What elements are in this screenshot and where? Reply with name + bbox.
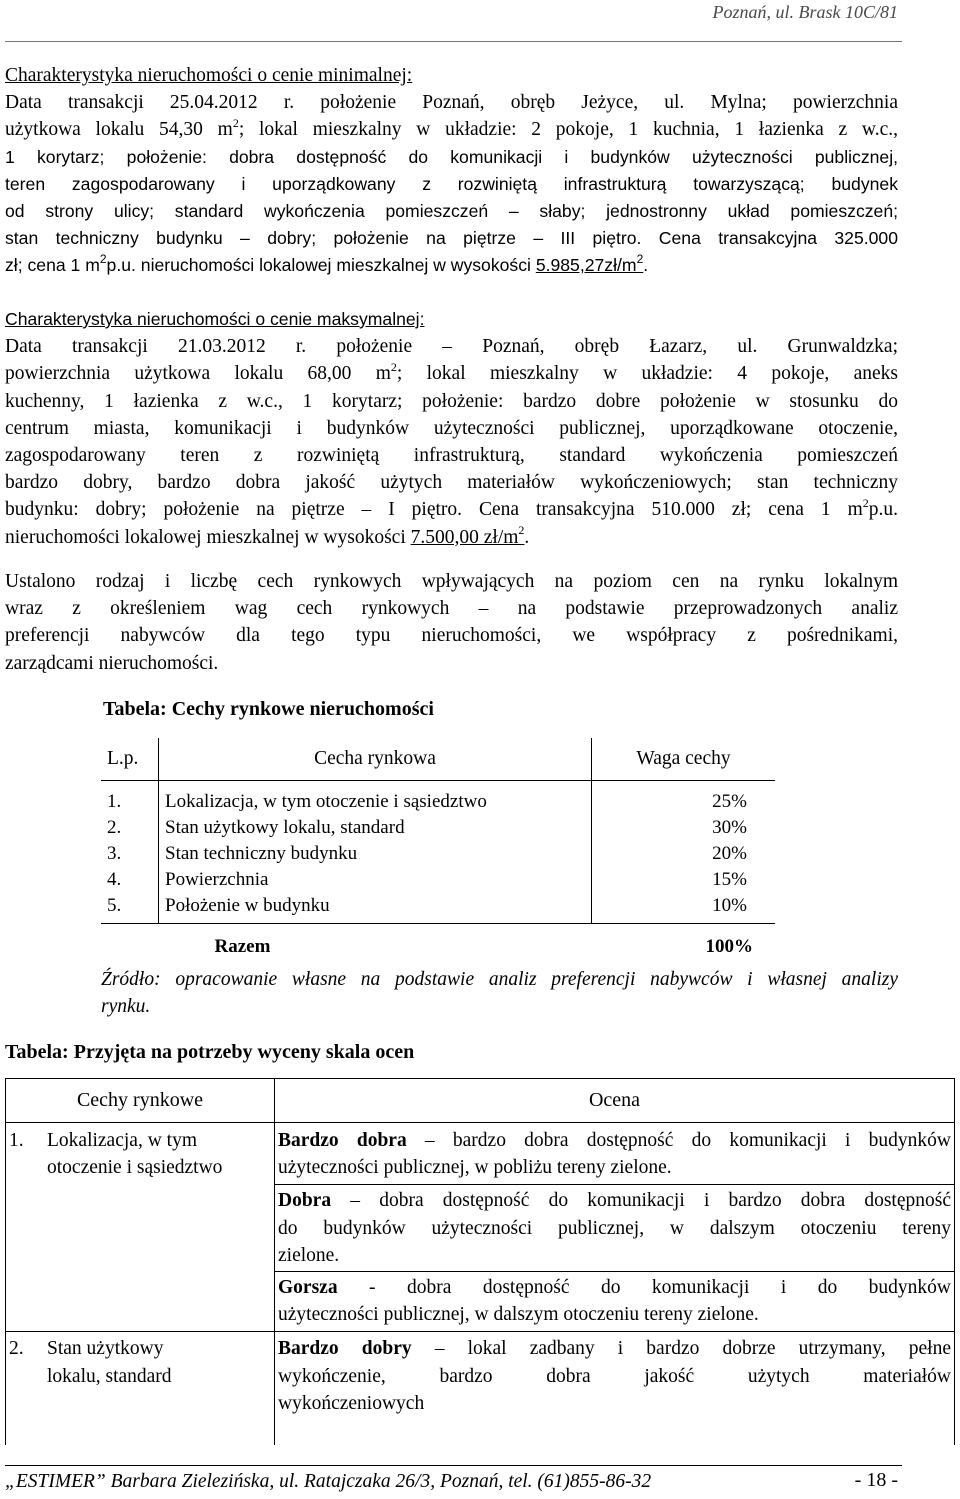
table1-title: Tabela: Cechy rynkowe nieruchomości [103, 698, 434, 720]
table-row: 2. Stan użytkowy lokalu, standard 30% [101, 815, 775, 841]
footer-company: „ESTIMER” Barbara Zielezińska, ul. Ratajczaka 26/3, Poznań, tel. (61)855-86-32 [5, 1471, 652, 1492]
table1-header-weight: Waga cechy [592, 738, 776, 781]
rating-scale-table [5, 1078, 955, 1445]
market-features-table [101, 738, 775, 970]
max-price-section [5, 306, 898, 551]
intro-line-4: zarządcami nieruchomości. [5, 652, 219, 674]
max-heading: Charakterystyka nieruchomości o cenie maksymalnej: [5, 309, 425, 329]
table1-header-row [101, 738, 775, 781]
table1-header-lp: L.p. [101, 738, 159, 781]
table2-header-rating: Ocena [275, 1079, 955, 1123]
page-number: - 18 - [854, 1469, 898, 1491]
footer-rule [5, 1465, 902, 1466]
min-price-section [5, 62, 898, 280]
max-line-1: Data transakcji 21.03.2012 r. położenie – Poznań, obręb Łazarz, ul. Grunwaldzka; [5, 336, 898, 358]
feature-location: 1. Lokalizacja, w tym otoczenie i sąsiedztwo [6, 1123, 275, 1332]
max-line-3: kuchenny, 1 łazienka z w.c., 1 korytarz; położenie: bardzo dobre położenie w stosunku do [5, 390, 898, 412]
table1-source: Źródło: opracowanie własne na podstawie analiz preferencji nabywców i własnej analizy rynku. [101, 969, 898, 1017]
table-row [6, 1332, 955, 1446]
min-line-2: użytkowa lokalu 54,30 $m^2$; lokal mieszkalny w układzie: 2 pokoje, 1 kuchnia, 1 łazienka z w.c., [5, 115, 899, 141]
rating-good-location: Dobra – dobra dostępność do komunikacji i bardzo dobra dostępność do budynków użyteczności publicznej, w dalszym otoczeniu tereny zielone. [275, 1185, 955, 1272]
rating-very-good-condition: Bardzo dobry – lokal zadbany i bardzo dobrze utrzymany, pełne wykończenie, bardzo dobra jakość użytych materiałów wykończeniowych [275, 1332, 955, 1446]
intro-line-1: Ustalono rodzaj i liczbę cech rynkowych wpływających na poziom cen na rynku lokalnym [5, 571, 898, 592]
min-line-7: zł; cena 1 $m^2p.u$. nieruchomości lokalowej mieszkalnej w wysokości $5.985,27zł/m^2$. [5, 252, 649, 276]
max-line-2: powierzchnia użytkowa lokalu 68,00 $m^2$; lokal mieszkalny w układzie: 4 pokoje, aneks [5, 359, 898, 385]
min-line-6: stan techniczny budynku – dobry; położenie na piętrze – III piętro. Cena transakcyjna 325.000 [5, 228, 898, 249]
intro-line-3: preferencji nabywców dla tego typu nieruchomości, we współpracy z pośrednikami, [5, 625, 898, 647]
min-line-4: teren zagospodarowany i uporządkowany z rozwiniętą infrastrukturą towarzyszącą; budynek [5, 173, 898, 194]
rating-worse-location: Gorsza - dobra dostępność do komunikacji i do budynków użyteczności publicznej, w dalszym otoczeniu tereny zielone. [275, 1272, 955, 1332]
table-row: 1. Lokalizacja, w tym otoczenie i sąsiedztwo 25% [101, 789, 775, 815]
min-line-5: od strony ulicy; standard wykończenia pomieszczeń – słaby; jednostronny układ pomieszczeń; [5, 200, 898, 221]
table-row: 3. Stan techniczny budynku 20% [101, 841, 775, 867]
min-line-3: 1 korytarz; położenie: dobra dostępność do komunikacji i budynków użyteczności publicznej, [5, 146, 898, 167]
header-rule [5, 41, 902, 42]
table-row [6, 1123, 955, 1185]
rating-very-good-location: Bardzo dobra – bardzo dobra dostępność do komunikacji i budynków użyteczności publicznej, w pobliżu tereny zielone. [278, 1130, 951, 1179]
table1-total-value: 100% [592, 924, 776, 971]
table-row: 5. Położenie w budynku 10% [101, 893, 775, 919]
max-line-6: bardzo dobry, bardzo dobra jakość użytych materiałów wykończeniowych; stan techniczny [5, 472, 898, 494]
table2-header-row [6, 1079, 955, 1123]
intro-line-2: wraz z określeniem wag cech rynkowych – na podstawie przeprowadzonych analiz [5, 598, 898, 620]
min-heading: Charakterystyka nieruchomości o cenie minimalnej: [5, 65, 413, 86]
min-line-1: Data transakcji 25.04.2012 r. położenie Poznań, obręb Jeżyce, ul. Mylna; powierzchnia [5, 92, 898, 114]
header-location: Poznań, ul. Brask 10C/81 [712, 2, 898, 22]
max-line-8: nieruchomości lokalowej mieszkalnej w wysokości 7.500,00 $zł/m^2$. [5, 523, 530, 548]
table1-total-row [101, 924, 775, 971]
max-line-4: centrum miasta, komunikacji i budynków użyteczności publicznej, uporządkowane otoczenie, [5, 417, 898, 439]
table1-header-feature: Cecha rynkowa [159, 738, 592, 781]
table1-total-label: Razem [159, 924, 592, 971]
intro-paragraph [5, 568, 898, 677]
max-line-7: budynku: dobry; położenie na piętrze – I piętro. Cena transakcyjna 510.000 zł; cena 1 $m^2p.u$. [5, 495, 898, 521]
table2-header-features: Cechy rynkowe [6, 1079, 275, 1123]
max-line-5: zagospodarowany teren z rozwiniętą infrastrukturą, standard wykończenia pomieszczeń [5, 444, 898, 466]
feature-usable-condition: 2. Stan użytkowy lokalu, standard [6, 1332, 275, 1446]
table2-title: Tabela: Przyjęta na potrzeby wyceny skala ocen [5, 1041, 415, 1063]
table-row: 4. Powierzchnia 15% [101, 867, 775, 893]
